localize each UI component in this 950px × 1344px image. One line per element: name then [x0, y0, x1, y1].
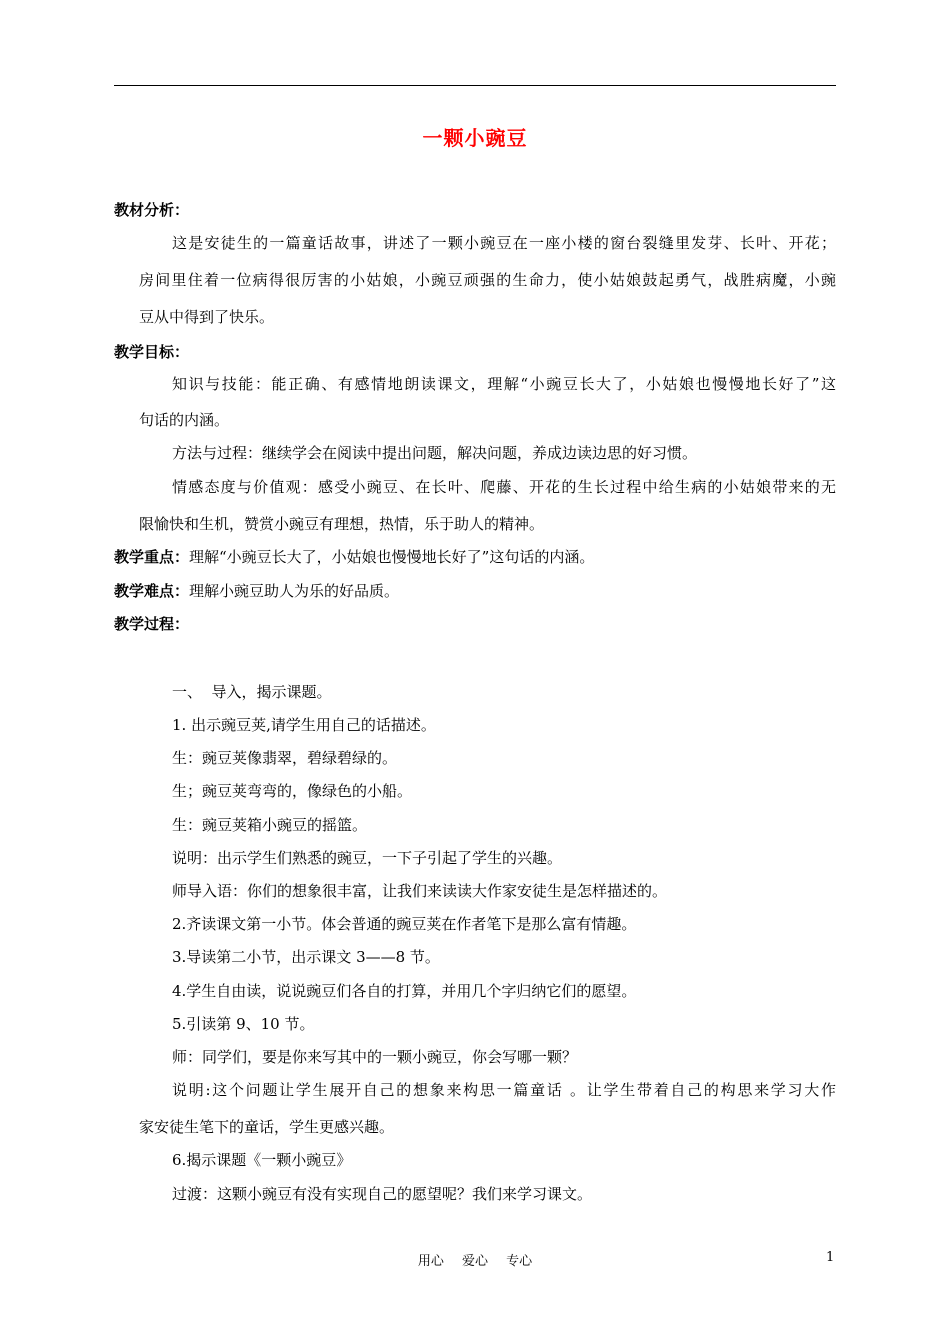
- footer-word: 专心: [506, 1254, 533, 1269]
- key-point: [114, 547, 594, 567]
- analysis-line: 豆从中得到了快乐。: [139, 308, 275, 326]
- document-title: 一颗小豌豆: [422, 126, 528, 150]
- goals-line: 知识与技能：能正确、有感情地朗读课文，理解“小豌豆长大了，小姑娘也慢慢地长好了”这: [172, 375, 836, 393]
- process-line: 一、 导入，揭示课题。: [172, 683, 332, 701]
- goals-line: 句话的内涵。: [139, 411, 230, 429]
- page-number: 1: [826, 1250, 835, 1265]
- goals-line: 限愉快和生机，赞赏小豌豆有理想，热情，乐于助人的精神。: [139, 515, 545, 533]
- process-line: 2.齐读课文第一小节。体会普通的豌豆荚在作者笔下是那么富有情趣。: [172, 915, 637, 933]
- difficulty-label: 教学难点：: [114, 582, 190, 600]
- process-heading: 教学过程：: [114, 615, 190, 633]
- page-footer: [0, 1250, 950, 1269]
- process-line: 师：同学们，要是你来写其中的一颗小豌豆，你会写哪一颗？: [172, 1048, 578, 1066]
- process-line: 生：豌豆荚像翡翠，碧绿碧绿的。: [172, 749, 398, 767]
- goals-line: 情感态度与价值观：感受小豌豆、在长叶、爬藤、开花的生长过程中给生病的小姑娘带来的无: [172, 478, 836, 496]
- process-line: 家安徒生笔下的童话，学生更感兴趣。: [139, 1118, 395, 1136]
- header-rule: [114, 85, 836, 86]
- process-line: 生；豌豆荚弯弯的，像绿色的小船。: [172, 782, 413, 800]
- key-point-text: 理解“小豌豆长大了，小姑娘也慢慢地长好了”这句话的内涵。: [189, 548, 595, 566]
- process-line: 3.导读第二小节，出示课文 3——8 节。: [172, 948, 440, 966]
- analysis-line: 这是安徒生的一篇童话故事，讲述了一颗小豌豆在一座小楼的窗台裂缝里发芽、长叶、开花；: [172, 234, 836, 252]
- key-point-label: 教学重点：: [114, 548, 190, 566]
- process-line: 说明：出示学生们熟悉的豌豆，一下子引起了学生的兴趣。: [172, 849, 563, 867]
- analysis-heading: 教材分析：: [114, 201, 190, 219]
- process-line: 5.引读第 9、10 节。: [172, 1015, 315, 1033]
- footer-word: 用心: [417, 1254, 444, 1269]
- process-line: 过渡：这颗小豌豆有没有实现自己的愿望呢？我们来学习课文。: [172, 1185, 593, 1203]
- process-line: 生：豌豆荚箱小豌豆的摇篮。: [172, 816, 368, 834]
- footer-word: 爱心: [461, 1254, 488, 1269]
- process-line: 师导入语：你们的想象很丰富，让我们来读读大作家安徒生是怎样描述的。: [172, 882, 668, 900]
- process-line: 6.揭示课题《一颗小豌豆》: [172, 1151, 352, 1169]
- process-line: 1. 出示豌豆荚,请学生用自己的话描述。: [172, 716, 436, 734]
- difficulty-text: 理解小豌豆助人为乐的好品质。: [189, 582, 400, 600]
- goals-heading: 教学目标：: [114, 343, 190, 361]
- analysis-line: 房间里住着一位病得很厉害的小姑娘，小豌豆顽强的生命力，使小姑娘鼓起勇气，战胜病魔，小豌: [139, 271, 836, 289]
- difficulty-point: [114, 581, 399, 601]
- process-line: 说明:这个问题让学生展开自己的想象来构思一篇童话 。让学生带着自己的构思来学习大作: [172, 1081, 836, 1099]
- goals-line: 方法与过程：继续学会在阅读中提出问题，解决问题，养成边读边思的好习惯。: [172, 444, 698, 462]
- process-line: 4.学生自由读，说说豌豆们各自的打算，并用几个字归纳它们的愿望。: [172, 982, 637, 1000]
